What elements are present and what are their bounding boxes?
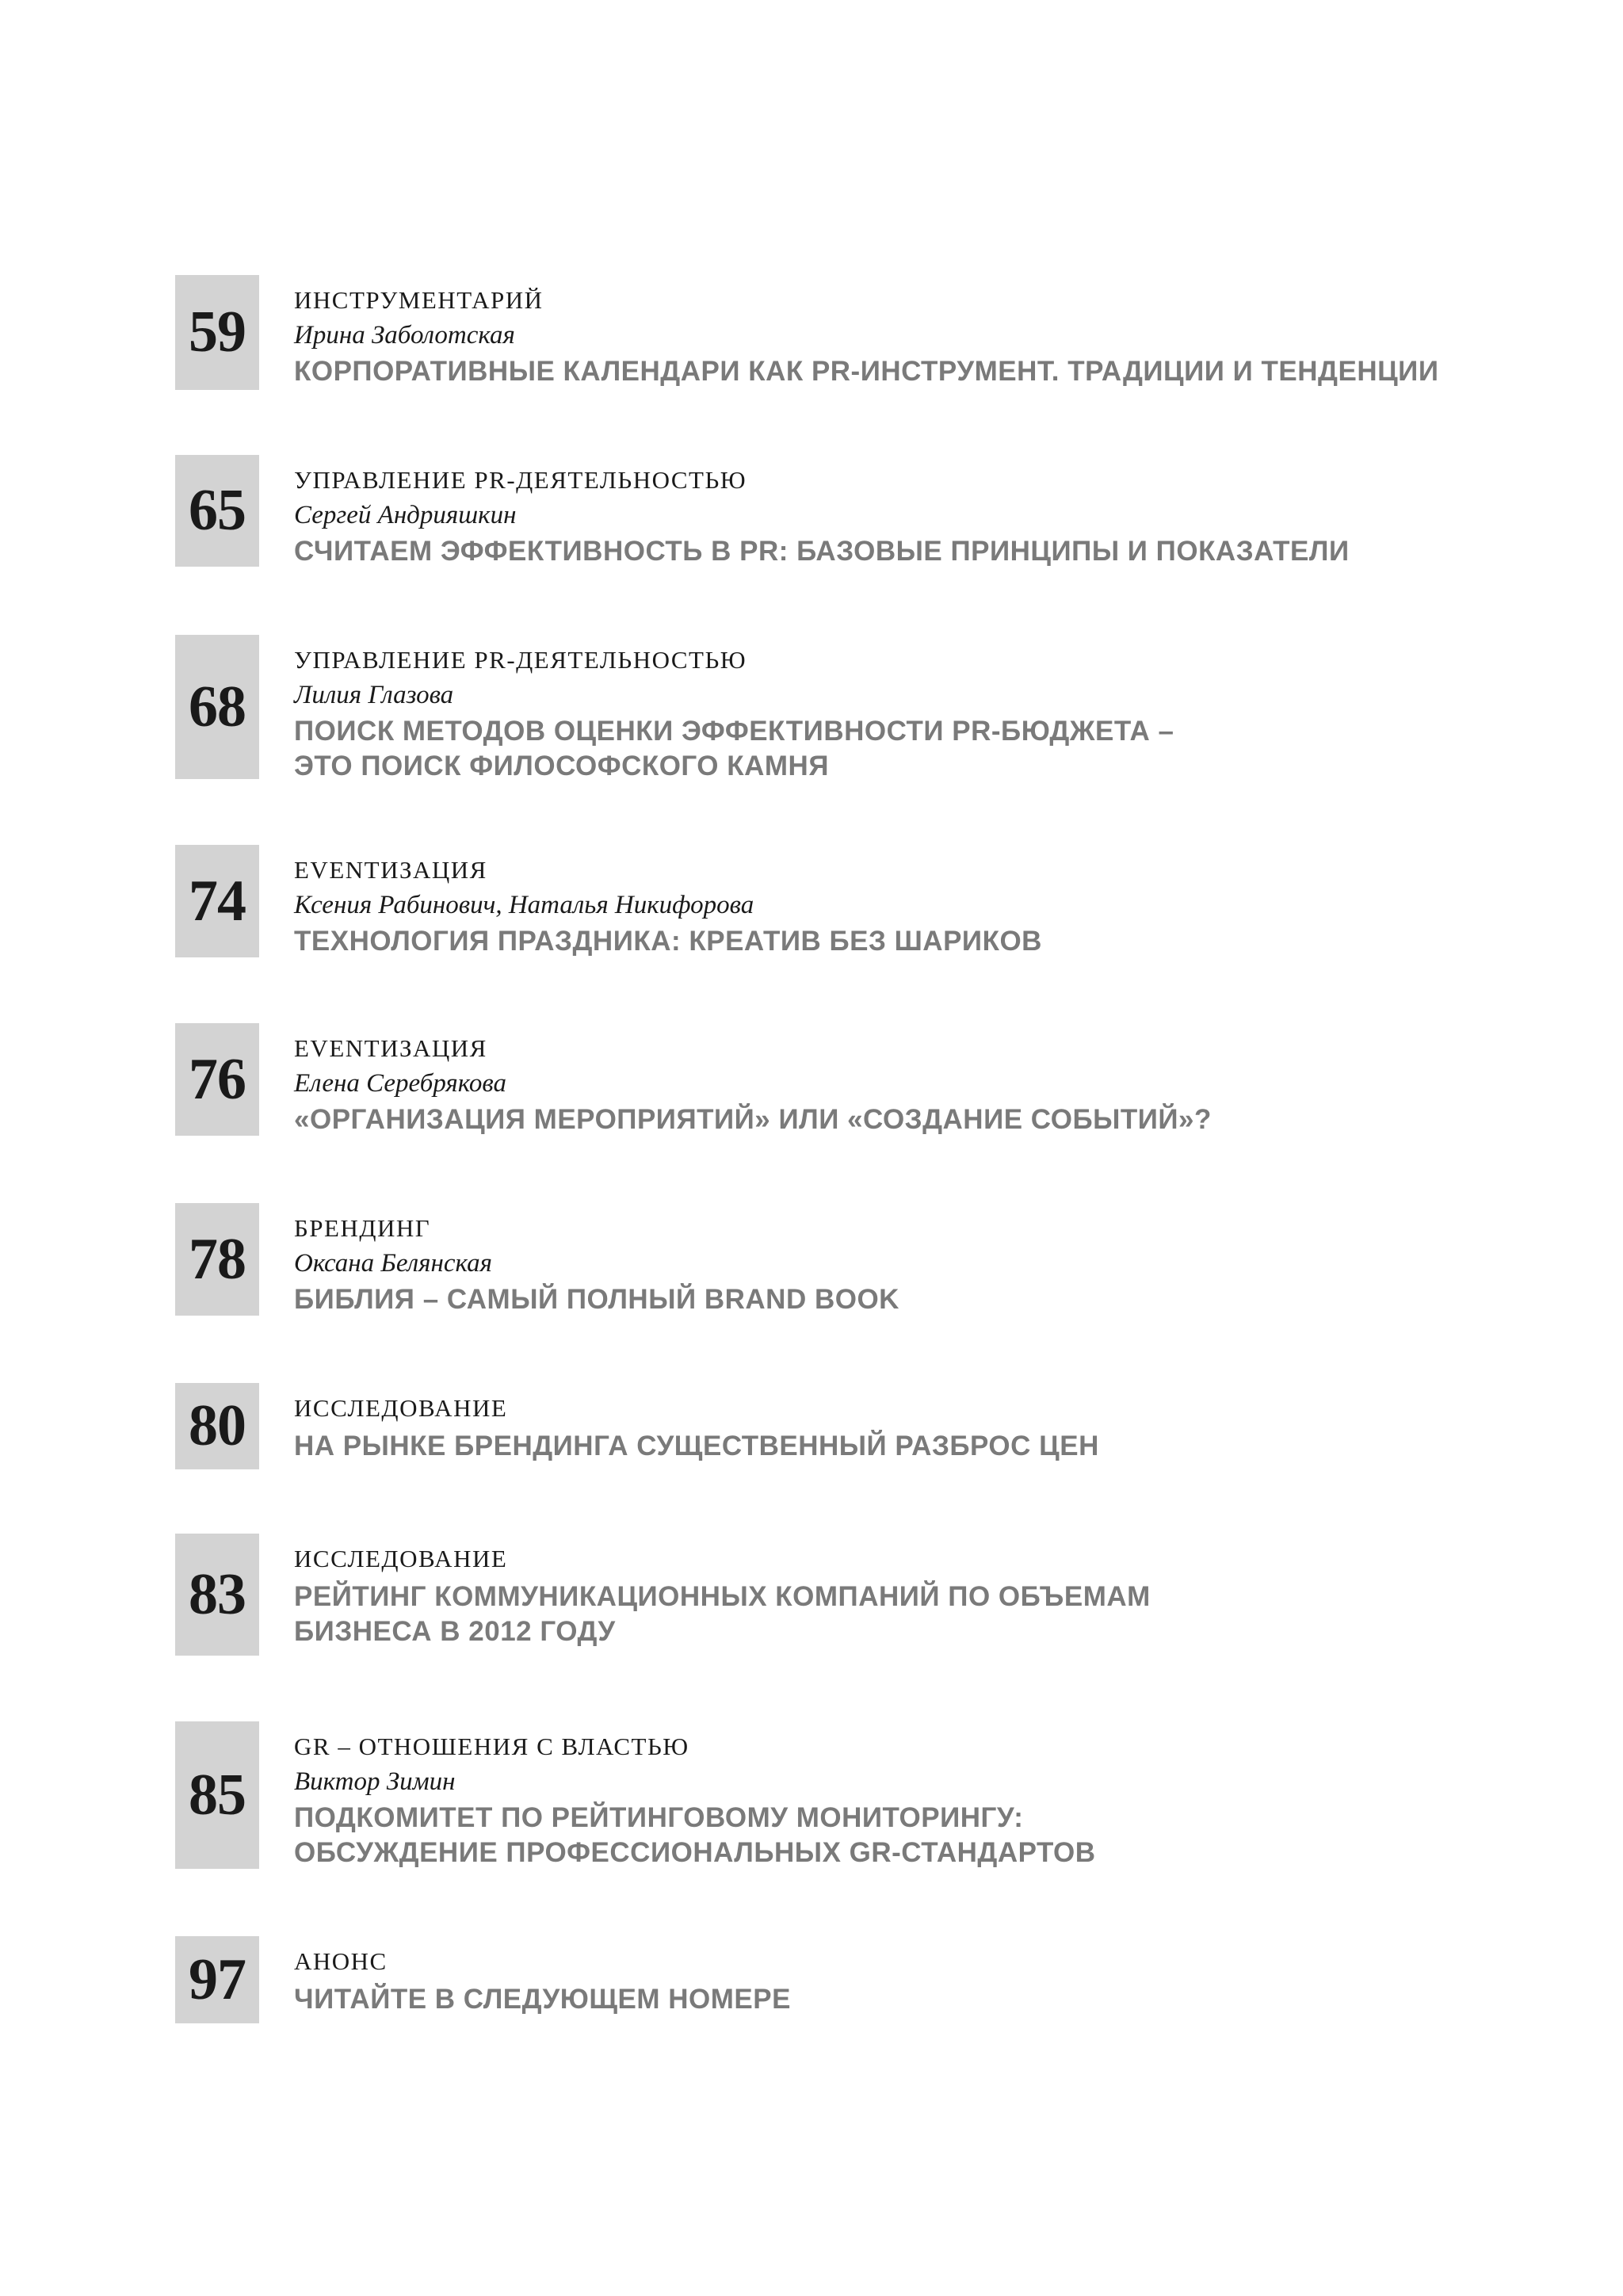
toc-entry bbox=[175, 1203, 1522, 1316]
section-heading: ИНСТРУМЕНТАРИЙ bbox=[294, 286, 544, 314]
article-title-line: ОБСУЖДЕНИЕ ПРОФЕССИОНАЛЬНЫХ GR-СТАНДАРТОВ bbox=[294, 1837, 1096, 1868]
author-name: Лилия Глазова bbox=[294, 681, 454, 709]
entry-text bbox=[294, 464, 1522, 569]
author-name: Виктор Зимин bbox=[294, 1767, 456, 1796]
article-title-line: ЭТО ПОИСК ФИЛОСОФСКОГО КАМНЯ bbox=[294, 751, 829, 781]
section-heading: GR – ОТНОШЕНИЯ С ВЛАСТЬЮ bbox=[294, 1733, 689, 1760]
page-number: 78 bbox=[175, 1203, 259, 1316]
page-number: 68 bbox=[175, 635, 259, 779]
toc-entry bbox=[175, 455, 1522, 567]
author-name: Ксения Рабинович, Наталья Никифорова bbox=[294, 891, 754, 919]
section-heading: EVENTИЗАЦИЯ bbox=[294, 856, 487, 884]
article-title bbox=[294, 924, 1522, 959]
entry-text bbox=[294, 1946, 1522, 2017]
section-heading: АНОНС bbox=[294, 1947, 388, 1975]
article-title-line: СЧИТАЕМ ЭФФЕКТИВНОСТЬ В PR: БАЗОВЫЕ ПРИНЦИПЫ И ПОКАЗАТЕЛИ bbox=[294, 536, 1350, 567]
toc-entry bbox=[175, 1534, 1522, 1656]
article-title bbox=[294, 714, 1522, 784]
section-heading: ИССЛЕДОВАНИЕ bbox=[294, 1394, 508, 1422]
entry-text bbox=[294, 1543, 1522, 1649]
page-number: 80 bbox=[175, 1383, 259, 1469]
article-title-line: БИБЛИЯ – САМЫЙ ПОЛНЫЙ BRAND BOOK bbox=[294, 1284, 899, 1315]
article-title bbox=[294, 534, 1522, 569]
section-heading: ИССЛЕДОВАНИЕ bbox=[294, 1545, 508, 1572]
article-title-line: ПОДКОМИТЕТ ПО РЕЙТИНГОВОМУ МОНИТОРИНГУ: bbox=[294, 1802, 1024, 1833]
section-heading: БРЕНДИНГ bbox=[294, 1214, 431, 1242]
toc-entry bbox=[175, 1936, 1522, 2023]
entry-text bbox=[294, 644, 1522, 784]
article-title bbox=[294, 1282, 1522, 1317]
entry-text bbox=[294, 1392, 1522, 1464]
entry-text bbox=[294, 1731, 1522, 1870]
page-number: 59 bbox=[175, 275, 259, 390]
page-number: 83 bbox=[175, 1534, 259, 1656]
toc-entry bbox=[175, 275, 1522, 390]
toc-entry bbox=[175, 1721, 1522, 1869]
page-number: 85 bbox=[175, 1721, 259, 1869]
entry-text bbox=[294, 854, 1522, 959]
article-title bbox=[294, 354, 1522, 389]
page-number: 97 bbox=[175, 1936, 259, 2023]
entry-text bbox=[294, 1033, 1522, 1137]
toc-entry bbox=[175, 635, 1522, 779]
page-number: 65 bbox=[175, 455, 259, 567]
section-heading: EVENTИЗАЦИЯ bbox=[294, 1034, 487, 1062]
article-title bbox=[294, 1580, 1522, 1649]
article-title-line: ТЕХНОЛОГИЯ ПРАЗДНИКА: КРЕАТИВ БЕЗ ШАРИКОВ bbox=[294, 926, 1042, 957]
article-title-line: «ОРГАНИЗАЦИЯ МЕРОПРИЯТИЙ» ИЛИ «СОЗДАНИЕ СОБЫТИЙ»? bbox=[294, 1104, 1212, 1135]
section-heading: УПРАВЛЕНИЕ PR-ДЕЯТЕЛЬНОСТЬЮ bbox=[294, 646, 747, 674]
author-name: Ирина Заболотская bbox=[294, 321, 515, 350]
section-heading: УПРАВЛЕНИЕ PR-ДЕЯТЕЛЬНОСТЬЮ bbox=[294, 466, 747, 494]
entry-text bbox=[294, 1213, 1522, 1317]
entry-text bbox=[294, 285, 1522, 389]
toc-entry bbox=[175, 1383, 1522, 1469]
article-title-line: КОРПОРАТИВНЫЕ КАЛЕНДАРИ КАК PR-ИНСТРУМЕНТ. ТРАДИЦИИ И ТЕНДЕНЦИИ bbox=[294, 356, 1439, 387]
article-title bbox=[294, 1801, 1522, 1870]
article-title-line: ПОИСК МЕТОДОВ ОЦЕНКИ ЭФФЕКТИВНОСТИ PR-БЮДЖЕТА – bbox=[294, 716, 1174, 747]
article-title-line: ЧИТАЙТЕ В СЛЕДУЮЩЕМ НОМЕРЕ bbox=[294, 1984, 791, 2015]
author-name: Елена Серебрякова bbox=[294, 1069, 507, 1098]
page-number: 74 bbox=[175, 845, 259, 957]
article-title-line: РЕЙТИНГ КОММУНИКАЦИОННЫХ КОМПАНИЙ ПО ОБЪЕМАМ bbox=[294, 1581, 1151, 1612]
toc-entry bbox=[175, 1023, 1522, 1136]
article-title-line: БИЗНЕСА В 2012 ГОДУ bbox=[294, 1616, 616, 1647]
author-name: Оксана Белянская bbox=[294, 1249, 492, 1278]
article-title bbox=[294, 1982, 1522, 2017]
article-title bbox=[294, 1429, 1522, 1464]
article-title bbox=[294, 1102, 1522, 1137]
page-number: 76 bbox=[175, 1023, 259, 1136]
article-title-line: НА РЫНКЕ БРЕНДИНГА СУЩЕСТВЕННЫЙ РАЗБРОС ЦЕН bbox=[294, 1431, 1099, 1461]
author-name: Сергей Андрияшкин bbox=[294, 501, 517, 529]
toc-entry bbox=[175, 845, 1522, 957]
